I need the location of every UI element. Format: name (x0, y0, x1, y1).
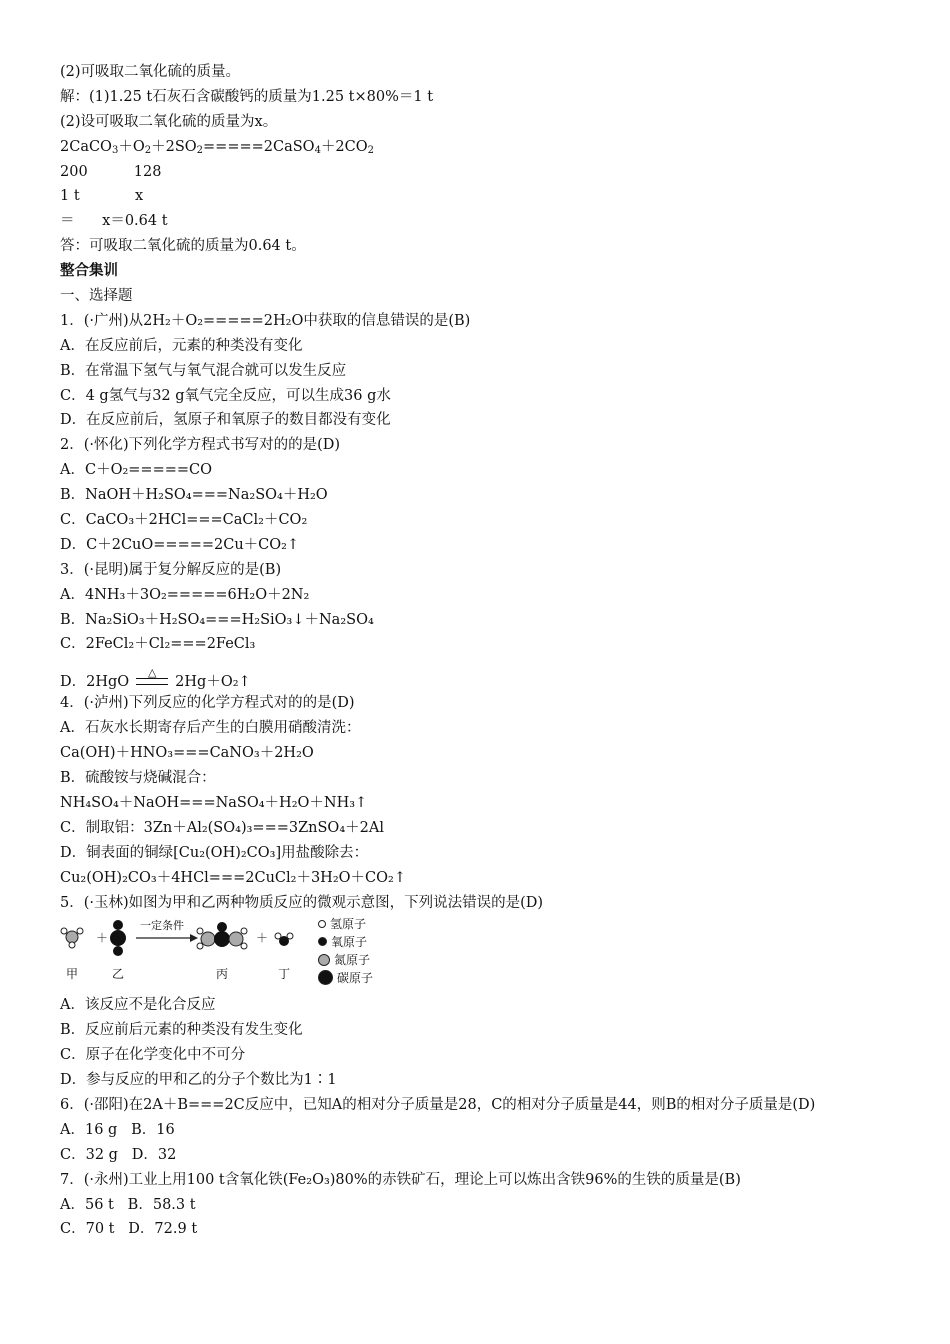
oxygen-atom-icon (318, 937, 327, 946)
option: C．32 g D．32 (60, 1146, 177, 1163)
option: C．4 g氢气与32 g氧气完全反应，可以生成36 g水 (60, 387, 391, 404)
option: C．制取铝：3Zn＋Al₂(SO₄)₃===3ZnSO₄＋2Al (60, 819, 384, 836)
legend-item: 氮原子 (318, 951, 370, 968)
label-bing: 丙 (216, 967, 229, 982)
text-line: (2)可吸取二氧化硫的质量。 (60, 64, 241, 80)
text-line: 解：(1)1.25 t石灰石含碳酸钙的质量为1.25 t×80%＝1 t (60, 88, 434, 105)
option: B．Na₂SiO₃＋H₂SO₄===H₂SiO₃↓＋Na₂SO₄ (60, 611, 374, 628)
question-2: 2．(·怀化)下列化学方程式书写对的的是(D) (60, 437, 341, 454)
delta-icon: △ (147, 666, 157, 680)
label-jia: 甲 (66, 967, 79, 982)
question-6: 6．(·邵阳)在2A＋B===2C反应中，已知A的相对分子质量是28，C的相对分子质量是44，则B的相对分子质量是(D) (60, 1096, 816, 1113)
heating-condition (135, 667, 169, 691)
subsection-heading: 一、选择题 (60, 288, 133, 305)
text-line: 1 t x (60, 188, 144, 205)
hydrogen-atom-icon (318, 920, 326, 928)
plus-sign: ＋ (256, 931, 269, 946)
molecule-yi (110, 920, 126, 956)
document-page (60, 60, 900, 1242)
label-ding: 丁 (278, 967, 291, 982)
molecule-jia (61, 928, 83, 948)
option: A．在反应前后，元素的种类没有变化 (60, 337, 303, 354)
reaction-condition-label: 一定条件 (140, 919, 184, 933)
option: D．在反应前后，氢原子和氧原子的数目都没有变化 (60, 412, 391, 429)
answer-line: 答：可吸取二氧化硫的质量为0.64 t。 (60, 238, 306, 255)
legend-item: 碳原子 (318, 969, 373, 986)
legend-item: 氢原子 (318, 915, 366, 932)
text-line: (2)设可吸取二氧化硫的质量为x。 (60, 113, 278, 130)
arrow-head-icon (190, 934, 198, 942)
carbon-atom-icon (318, 970, 333, 985)
option: B．NaOH＋H₂SO₄===Na₂SO₄＋H₂O (60, 487, 328, 504)
option: B．在常温下氢气与氧气混合就可以发生反应 (60, 362, 347, 379)
question-7: 7．(·永州)工业上用100 t含氧化铁(Fe₂O₃)80%的赤铁矿石，理论上可以炼出含铁96%的生铁的质量是(B) (60, 1171, 741, 1188)
option: D．C＋2CuO=====2Cu＋CO₂↑ (60, 536, 300, 553)
equals-bars (136, 678, 168, 685)
question-5: 5．(·玉林)如图为甲和乙两种物质反应的微观示意图，下列说法错误的是(D) (60, 894, 544, 911)
question-1: 1．(·广州)从2H₂＋O₂=====2H₂O中获取的信息错误的是(B) (60, 312, 471, 329)
text-line: 200 128 (60, 163, 162, 180)
section-heading: 整合集训 (60, 263, 118, 280)
option: B．硫酸铵与烧碱混合： (60, 770, 216, 787)
option-with-heating: D．2HgO △ 2Hg＋O₂↑ (60, 666, 251, 691)
molecule-ding (275, 933, 293, 946)
option: A．56 t B．58.3 t (60, 1196, 196, 1213)
question-4: 4．(·泸州)下列反应的化学方程式对的的是(D) (60, 695, 355, 712)
reaction-diagram (60, 917, 400, 989)
molecule-bing (197, 922, 247, 949)
option: D．参与反应的甲和乙的分子个数比为1∶1 (60, 1072, 337, 1089)
option: C．70 t D．72.9 t (60, 1221, 198, 1238)
option: C．原子在化学变化中不可分 (60, 1047, 246, 1064)
option: D．铜表面的铜绿[Cu₂(OH)₂CO₃]用盐酸除去： (60, 844, 369, 861)
equation-line: NH₄SO₄＋NaOH===NaSO₄＋H₂O＋NH₃↑ (60, 794, 368, 811)
text-line: ＝ x＝0.64 t (60, 213, 168, 230)
legend-item: 氧原子 (318, 933, 367, 950)
nitrogen-atom-icon (318, 954, 330, 966)
option: A．16 g B．16 (60, 1121, 175, 1138)
option: A．4NH₃＋3O₂=====6H₂O＋2N₂ (60, 586, 310, 603)
option: A．C＋O₂=====CO (60, 462, 212, 479)
option: C．2FeCl₂＋Cl₂===2FeCl₃ (60, 636, 256, 653)
option: C．CaCO₃＋2HCl===CaCl₂＋CO₂ (60, 512, 308, 529)
equation-line: $2CaCO_3+O_2+2SO_2=====2CaSO_4+2CO_2$ (60, 138, 375, 156)
equation-line: Ca(OH)＋HNO₃===CaNO₃＋2H₂O (60, 745, 314, 762)
option: A．该反应不是化合反应 (60, 997, 216, 1014)
plus-sign: ＋ (96, 931, 109, 946)
question-3: 3．(·昆明)属于复分解反应的是(B) (60, 561, 282, 578)
equation-line: Cu₂(OH)₂CO₃＋4HCl===2CuCl₂＋3H₂O＋CO₂↑ (60, 869, 406, 886)
label-yi: 乙 (112, 967, 125, 982)
option: A．石灰水长期寄存后产生的白膜用硝酸清洗： (60, 720, 361, 737)
option: B．反应前后元素的种类没有发生变化 (60, 1022, 303, 1039)
